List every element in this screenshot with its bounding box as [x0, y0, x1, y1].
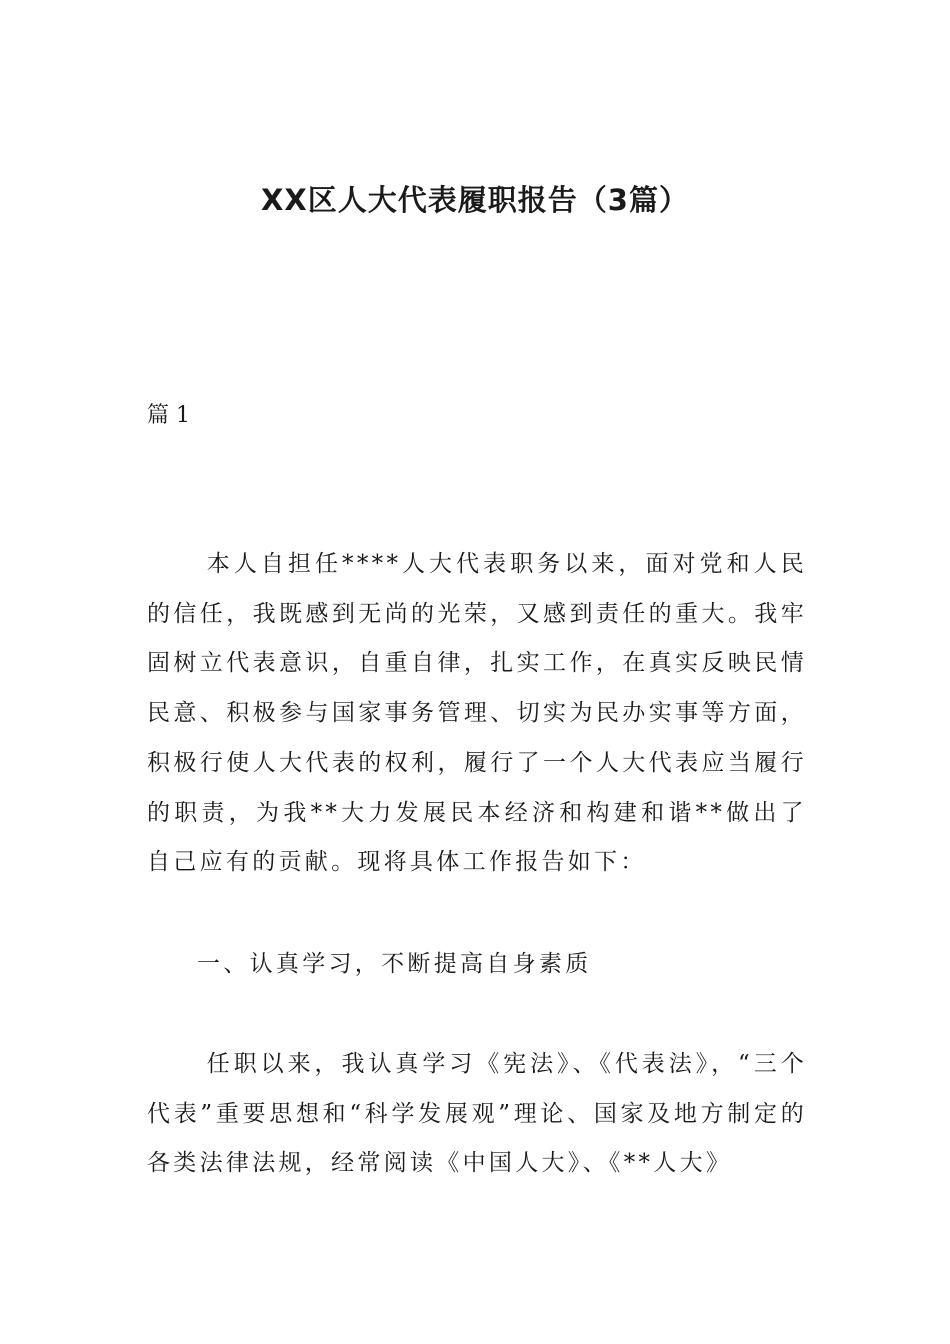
body-paragraph: 任职以来，我认真学习《宪法》、《代表法》，“三个代表”重要思想和“科学发展观”理论、国家及地方制定的各类法律法规，经常阅读《中国人大》、《**人大》 [147, 1051, 807, 1177]
document-title: XX区人大代表履职报告（3篇） [261, 183, 689, 217]
section-heading: 一、认真学习，不断提高自身素质 [197, 951, 592, 977]
section-label: 篇 1 [147, 403, 190, 428]
body-paragraph: 本人自担任****人大代表职务以来，面对党和人民的信任，我既感到无尚的光荣，又感到责任的重大。我牢固树立代表意识，自重自律，扎实工作，在真实反映民情民意、积极参与国家事务管理、切实为民办实事等方面，积极行使人大代表的权利，履行了一个人大代表应当履行的职责，为我**大力发展民本经济和构建和谐**做出了自己应有的贡献。现将具体工作报告如下： [147, 551, 807, 876]
